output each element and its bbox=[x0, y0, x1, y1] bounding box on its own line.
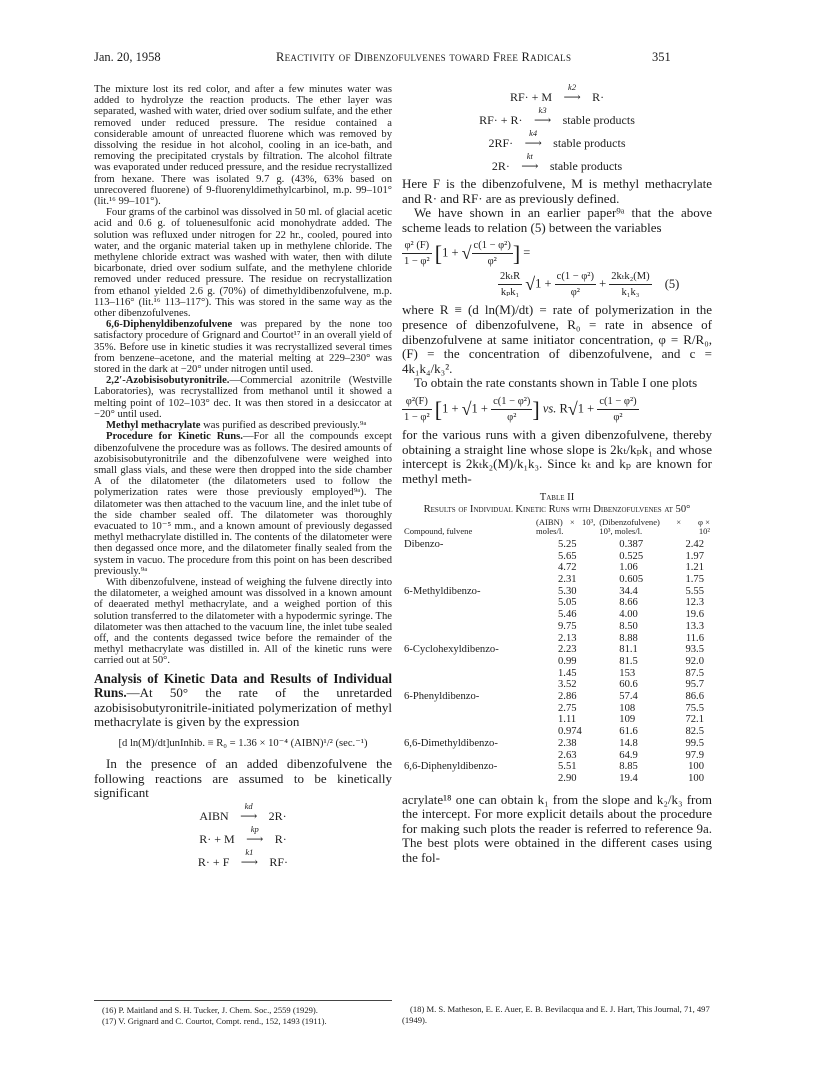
cell-fulvene: 14.8 bbox=[619, 737, 638, 749]
col-header-fulvene: (Dibenzofulvene) × 10³, moles/l. bbox=[599, 516, 682, 536]
footnote-17: (17) V. Grignard and C. Courtot, Compt. rend., 152, 1493 (1911). bbox=[102, 1016, 327, 1026]
cell-aibn: 2.23 bbox=[558, 644, 577, 656]
cell-phi: 1.21 bbox=[685, 562, 704, 574]
cell-phi: 2.42 bbox=[685, 538, 704, 550]
table-row bbox=[402, 574, 712, 586]
cell-phi: 95.7 bbox=[685, 679, 704, 691]
table-row bbox=[402, 761, 712, 773]
equation-rate: [d ln(M)/dt]unInhib. ≡ R₀ = 1.36 × 10⁻⁴ (AIBN)¹/² (sec.⁻¹) bbox=[118, 737, 368, 749]
col-header-phi: φ × 10² bbox=[698, 516, 710, 536]
reaction-list-right bbox=[402, 82, 712, 173]
paragraph-dibenzofulvene-procedure: With dibenzofulvene, instead of weighing the fulvene directly into the dilatometer, a weighed amount was dissolved in a known amount of deaerated methyl methacrylate, and a weighed portion of this solution transferred to the dilatometer with a hypodermic syringe. The dilatometer was then attached to the vacuum line, the inlet tube sealed off, and the contents degassed twice before the remainder of the methyl methacrylate was distilled in. All of the kinetic runs were carried out at 50°. bbox=[94, 576, 392, 667]
cell-phi: 92.0 bbox=[685, 655, 704, 667]
cell-aibn: 2.13 bbox=[558, 632, 577, 644]
cell-phi: 1.97 bbox=[685, 550, 704, 562]
cell-aibn: 3.52 bbox=[558, 679, 577, 691]
cell-phi: 11.6 bbox=[685, 632, 704, 644]
cell-fulvene: 81.5 bbox=[619, 655, 638, 667]
table-row bbox=[402, 703, 712, 715]
cell-aibn: 2.63 bbox=[558, 749, 577, 761]
cell-compound bbox=[402, 668, 534, 680]
table-row bbox=[402, 609, 712, 621]
footnote-18: (18) M. S. Matheson, E. E. Auer, E. B. Bevilacqua and E. J. Hart, This Journal, 71, 497 (1949). bbox=[402, 1004, 710, 1025]
cell-phi: 12.3 bbox=[685, 597, 704, 609]
cell-phi: 97.9 bbox=[685, 749, 704, 761]
table-row bbox=[402, 750, 712, 762]
cell-compound bbox=[402, 703, 534, 715]
table-row bbox=[402, 726, 712, 738]
cell-compound bbox=[402, 714, 534, 726]
cell-compound bbox=[402, 750, 534, 762]
cell-aibn: 5.46 bbox=[558, 609, 577, 621]
running-title: Reactivity of Dibenzofulvenes toward Free Radicals bbox=[276, 50, 572, 64]
cell-fulvene: 8.66 bbox=[619, 597, 638, 609]
cell-fulvene: 109 bbox=[619, 714, 636, 726]
run-in-heading: 2,2′-Azobisisobutyronitrile. bbox=[106, 375, 230, 387]
paragraph-reactions: In the presence of an added dibenzofulvene the following reactions are assumed to be kinetically significant bbox=[94, 755, 392, 801]
reaction-list-left bbox=[94, 800, 392, 869]
cell-fulvene: 0.387 bbox=[619, 538, 644, 550]
cell-aibn: 0.974 bbox=[558, 726, 582, 738]
cell-compound bbox=[402, 609, 534, 621]
table-header-row bbox=[402, 518, 712, 539]
cell-aibn: 1.11 bbox=[558, 714, 577, 726]
table-caption: Table II bbox=[539, 492, 575, 504]
section-title: Analysis of Kinetic Data and Results of Individual Runs. bbox=[94, 670, 392, 701]
table-row bbox=[402, 621, 712, 633]
cell-aibn: 2.31 bbox=[558, 574, 577, 586]
cell-compound: 6-Cyclohexyldibenzo- bbox=[404, 644, 499, 656]
paragraph-procedure bbox=[94, 431, 392, 577]
cell-fulvene: 1.06 bbox=[619, 562, 638, 574]
cell-compound bbox=[402, 597, 534, 609]
cell-fulvene: 0.605 bbox=[619, 574, 644, 586]
cell-aibn: 1.45 bbox=[558, 667, 577, 679]
table-row bbox=[402, 539, 712, 551]
paragraph-azonitrile bbox=[94, 375, 392, 420]
cell-phi: 72.1 bbox=[685, 714, 704, 726]
equation-5: $\frac{\text{φ² (F)}}{\text{1 − φ²}}$ [1 + √ $\frac{\text{c(1 − φ²)}}{\text{φ²}}$ ] = $\frac{\text{2kₜR}}{\text{kₚk₁}}$ √1 + $\frac{\text{c(1 − φ²)}}{\text{φ²}}$ + $\frac{\text{2kₜk₂(M)}}{\text{k₁k₃}}$ (5) bbox=[404, 240, 680, 299]
paragraph-diphenyl bbox=[94, 319, 392, 375]
paragraph-mma bbox=[94, 420, 392, 431]
cell-phi: 100 bbox=[688, 761, 704, 773]
reaction: R· + M kp ⟶ R· bbox=[199, 823, 287, 846]
cell-compound bbox=[402, 726, 534, 738]
cell-fulvene: 108 bbox=[619, 702, 636, 714]
cell-phi: 87.5 bbox=[685, 667, 704, 679]
paragraph-slope: for the various runs with a given dibenzofulvene, thereby obtaining a straight line whose slope is 2kₜ/kₚk₁ and whose intercept is 2kₜk₂(M)/k₁k₃. Since kₜ and kₚ are known for methyl meth- bbox=[402, 426, 712, 486]
equation-plot: $\frac{\text{φ²(F)}}{\text{1 − φ²}}$ [1 + √1 + $\frac{\text{c(1 − φ²)}}{\text{φ²}}$ ] vs. R√1 + $\frac{\text{c(1 − φ²)}}{\text{φ²}}$ bbox=[404, 395, 637, 423]
cell-compound bbox=[402, 574, 534, 586]
table-row bbox=[402, 714, 712, 726]
cell-phi: 82.5 bbox=[685, 726, 704, 738]
cell-aibn: 2.38 bbox=[558, 737, 577, 749]
cell-fulvene: 34.4 bbox=[619, 585, 638, 597]
cell-compound bbox=[402, 656, 534, 668]
cell-compound: 6,6-Dimethyldibenzo- bbox=[404, 737, 498, 749]
cell-compound bbox=[402, 562, 534, 574]
cell-aibn: 5.65 bbox=[558, 550, 577, 562]
table-row bbox=[402, 656, 712, 668]
cell-fulvene: 8.50 bbox=[619, 620, 638, 632]
cell-fulvene: 64.9 bbox=[619, 749, 638, 761]
run-in-heading: Procedure for Kinetic Runs. bbox=[106, 431, 243, 443]
cell-phi: 75.5 bbox=[685, 702, 704, 714]
cell-phi: 5.55 bbox=[685, 585, 704, 597]
results-table bbox=[402, 518, 712, 785]
table-row bbox=[402, 773, 712, 785]
cell-aibn: 2.75 bbox=[558, 702, 577, 714]
footnotes-right bbox=[402, 1000, 712, 1026]
cell-aibn: 5.51 bbox=[558, 761, 577, 773]
table-row bbox=[402, 633, 712, 645]
cell-phi: 19.6 bbox=[685, 609, 704, 621]
paragraph-analysis bbox=[94, 672, 392, 730]
cell-fulvene: 19.4 bbox=[619, 772, 638, 784]
paragraph-definitions: Here F is the dibenzofulvene, M is methyl methacrylate and R· and RF· are as previously defined. bbox=[402, 176, 712, 206]
cell-compound bbox=[402, 551, 534, 563]
cell-fulvene: 57.4 bbox=[619, 691, 638, 703]
paragraph-text: was prepared by the none too satisfactory procedure of Grignard and Courtot¹⁷ in an overall yield of 35%. Before use in kinetic studies it was recrystallized several times from benzene–acetone, and the material melting at 229–230° was stored in the dark at −20° under nitrogen until used. bbox=[94, 319, 392, 376]
paragraph-plots: To obtain the rate constants shown in Table I one plots bbox=[414, 375, 698, 391]
table-row bbox=[402, 679, 712, 691]
table-row bbox=[402, 597, 712, 609]
left-column bbox=[94, 84, 392, 872]
cell-compound: 6-Methyldibenzo- bbox=[404, 585, 481, 597]
cell-fulvene: 8.88 bbox=[619, 632, 638, 644]
cell-fulvene: 0.525 bbox=[619, 550, 644, 562]
cell-compound bbox=[402, 633, 534, 645]
cell-aibn: 0.99 bbox=[558, 655, 577, 667]
cell-compound: 6-Phenyldibenzo- bbox=[404, 691, 480, 703]
reaction: RF· + M k2 ⟶ R· bbox=[509, 82, 605, 104]
right-column bbox=[402, 84, 712, 866]
footnote-16: (16) P. Maitland and S. H. Tucker, J. Chem. Soc., 2559 (1929). bbox=[102, 1005, 318, 1015]
table-row bbox=[402, 738, 712, 750]
cell-compound bbox=[402, 679, 534, 691]
cell-phi: 93.5 bbox=[685, 644, 704, 656]
reaction: 2RF· k4 ⟶ stable products bbox=[488, 128, 626, 150]
cell-compound bbox=[402, 773, 534, 785]
table-row bbox=[402, 644, 712, 656]
cell-compound: 6,6-Diphenyldibenzo- bbox=[404, 761, 498, 773]
cell-phi: 13.3 bbox=[685, 620, 704, 632]
reaction: RF· + R· k3 ⟶ stable products bbox=[479, 105, 635, 127]
footnotes-left bbox=[94, 1000, 392, 1027]
table-title: Results of Individual Kinetic Runs with Dibenzofulvenes at 50° bbox=[423, 503, 691, 515]
cell-aibn: 4.72 bbox=[558, 562, 577, 574]
paragraph-text: —At 50° the rate of the unretarded azobisisobutyronitrile-initiated polymerization of methyl methacrylate is given by the expression bbox=[94, 685, 392, 730]
cell-aibn: 5.25 bbox=[558, 538, 577, 550]
cell-compound: Dibenzo- bbox=[404, 538, 444, 550]
cell-phi: 100 bbox=[688, 772, 704, 784]
paragraph-text: —For all the compounds except dibenzofulvene the procedure was as follows. The desired amounts of azobisisobutyronitrile and the dibenzofulvene were weighed into small glass vials, and these were then dropped into the side chamber A of the dilatometer (the dilatometers used to follow the polymerization rates were those previously employed⁹ᵃ). The dilatometer was then attached to the vacuum line, and the inlet tube of the side chamber sealed off. The dilatometer was thoroughly evacuated to 10⁻⁵ mm., and a known amount of previously degassed methyl methacrylate distilled in. The contents of the dilatometer were then degassed once more, and the dilatometer finally sealed from the system in vacuo. The procedure from this point on has been described previously.⁹ᵃ bbox=[94, 431, 392, 577]
page-number: 351 bbox=[652, 50, 671, 64]
col-header-aibn: (AIBN) × 10³, moles/l. bbox=[536, 516, 596, 536]
cell-fulvene: 81.1 bbox=[619, 644, 638, 656]
paragraph-acrylate: acrylate¹⁸ one can obtain k₁ from the slope and k₂/k₃ from the intercept. For more explicit details about the procedure for making such plots the reader is referred to reference 9a. The best plots were obtained in the different cases using the fol- bbox=[402, 791, 712, 866]
cell-phi: 1.75 bbox=[685, 574, 704, 586]
cell-aibn: 5.30 bbox=[558, 585, 577, 597]
paragraph-where: where R ≡ (d ln(M)/dt) = rate of polymerization in the presence of dibenzofulvene, R₀ = rate in absence of dibenzofulvene at same initiator concentration, φ = R/R₀, (F) = the concentration of dibenzofulvene, and c = 4k₁k₄/k₃². bbox=[402, 302, 712, 376]
cell-aibn: 9.75 bbox=[558, 620, 577, 632]
paragraph-text: was purified as described previously.⁹ᵃ bbox=[200, 420, 367, 432]
paragraph-text: —Commercial azonitrile (Westville Laboratories), was recrystallized from methanol until it showed a melting point of 102–103° dec. It was then stored in a desiccator at −20° until used. bbox=[94, 375, 392, 420]
paragraph-relation: We have shown in an earlier paper⁹ᵃ that the above scheme leads to relation (5) between the variables bbox=[402, 205, 712, 235]
cell-fulvene: 60.6 bbox=[619, 679, 638, 691]
cell-fulvene: 8.85 bbox=[619, 761, 638, 773]
cell-compound bbox=[402, 621, 534, 633]
reaction: R· + F k1 ⟶ RF· bbox=[197, 846, 289, 869]
cell-aibn: 2.86 bbox=[558, 691, 577, 703]
cell-fulvene: 4.00 bbox=[619, 609, 638, 621]
run-in-heading: 6,6-Diphenyldibenzofulvene bbox=[106, 319, 233, 331]
cell-fulvene: 153 bbox=[619, 667, 636, 679]
paragraph-carbinol: The mixture lost its red color, and after a few minutes water was added to hydrolyze the reaction products. The ether layer was separated, washed with water, dried over sodium sulfate, and the ether removed under reduced pressure. The residue contained a considerable amount of unreacted fluorene which was removed by dissolving the residue in hot alcohol, cooling in an ice-bath, and removing the precipitated crystals by filtration. The alcohol filtrate was evaporated under reduced pressure, and the residue recrystallized from hexane. There was isolated 9.7 g. (43%, 63% based on unrecovered fluorene) of 9-fluorenyldimethylcarbinol, m.p. 99–101° (lit.¹⁶ 99–101°). bbox=[94, 84, 392, 208]
cell-phi: 86.6 bbox=[685, 691, 704, 703]
table-row bbox=[402, 668, 712, 680]
table-body bbox=[402, 539, 712, 785]
col-header-compound: Compound, fulvene bbox=[404, 525, 473, 536]
reaction: AIBN kd ⟶ 2R· bbox=[199, 800, 287, 823]
cell-phi: 99.5 bbox=[685, 737, 704, 749]
table-row bbox=[402, 691, 712, 703]
cell-aibn: 5.05 bbox=[558, 597, 577, 609]
paragraph-dimethyl: Four grams of the carbinol was dissolved in 50 ml. of glacial acetic acid and 0.6 g. of toluenesulfonic acid monohydrate added. The solution was refluxed under nitrogen for 22 hr., cooled, poured into water, and the organic material taken up in methylene chloride. The methylene chloride extract was washed with water, then with dilute bicarbonate, dried over sodium sulfate, and the methylene chloride removed under reduced pressure. The residue on recrystallization from ethanol yielded 2.6 g. (70%) of dimethyldibenzofulvene, m.p. 113–116° (lit.¹⁶ 113–117°). This was stored in the same way as the other dibenzofulvenes. bbox=[94, 207, 392, 320]
cell-fulvene: 61.6 bbox=[619, 726, 638, 738]
table-row bbox=[402, 586, 712, 598]
run-in-heading: Methyl methacrylate bbox=[106, 420, 201, 432]
running-date: Jan. 20, 1958 bbox=[94, 50, 161, 64]
equation-number: (5) bbox=[664, 276, 680, 291]
table-row bbox=[402, 562, 712, 574]
cell-aibn: 2.90 bbox=[558, 772, 577, 784]
table-row bbox=[402, 551, 712, 563]
reaction: 2R· kt ⟶ stable products bbox=[491, 151, 623, 173]
